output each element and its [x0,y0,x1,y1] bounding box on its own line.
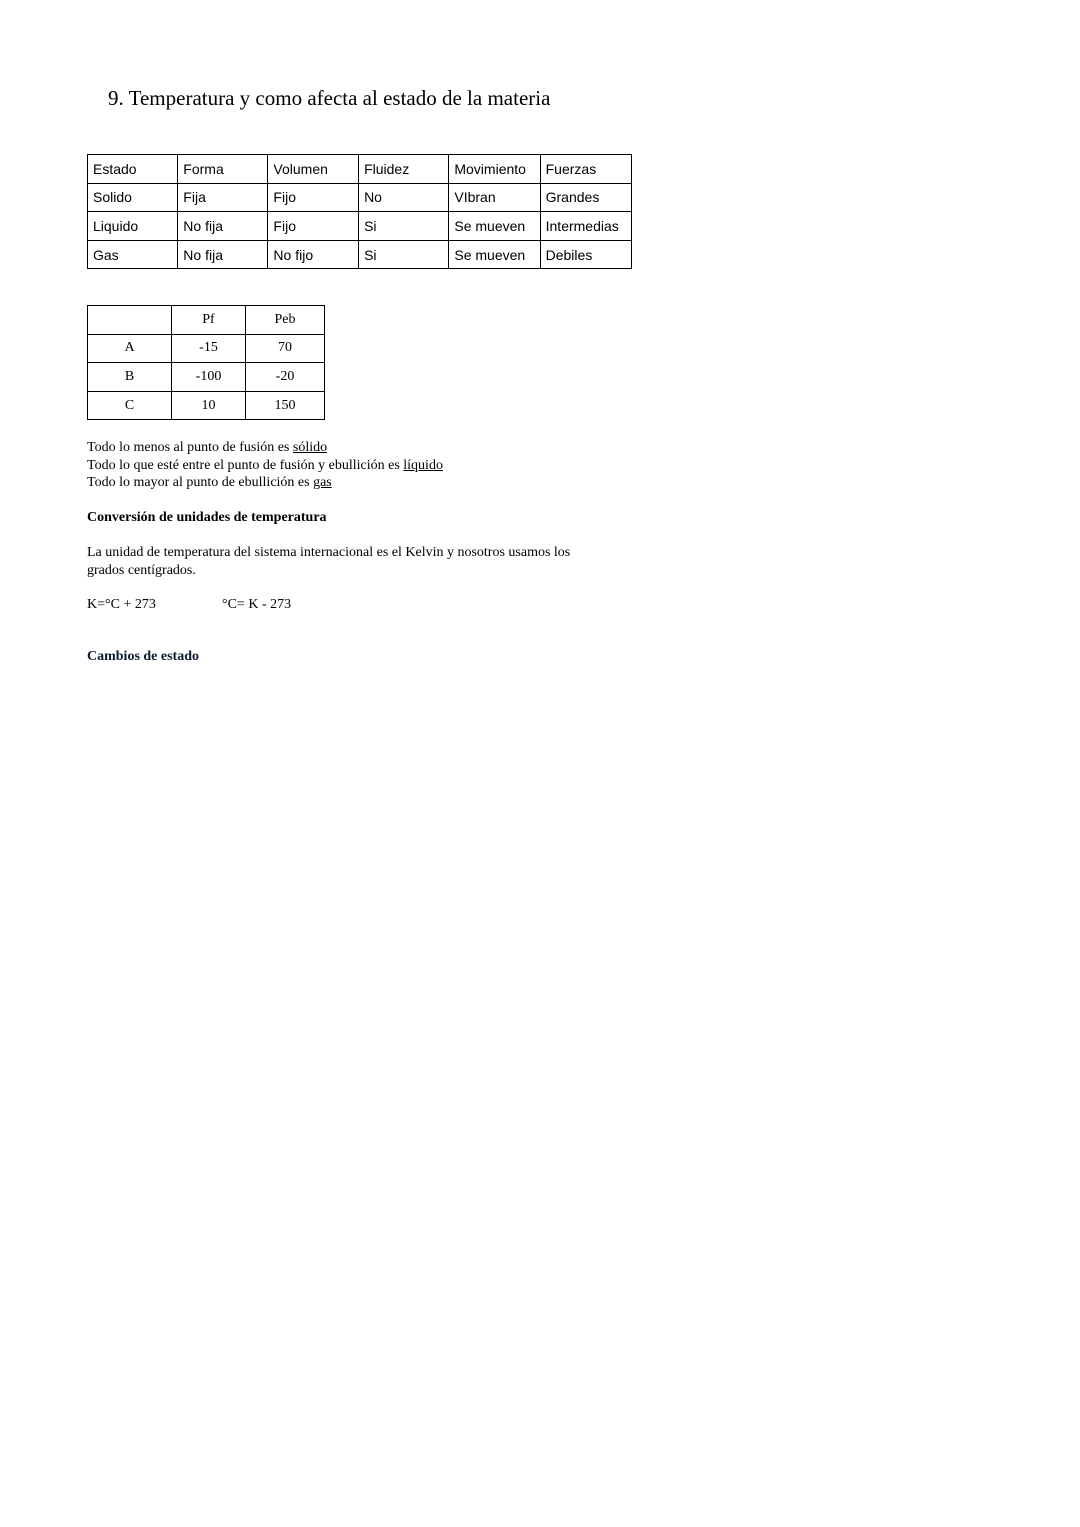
table-cell: Fija [178,183,268,212]
table-header-row [88,155,632,184]
rule-text: Todo lo que esté entre el punto de fusión y ebullición es [87,457,404,473]
rule-line [87,457,443,475]
conversion-heading: Conversión de unidades de temperatura [87,510,327,525]
table-cell: Debiles [540,240,631,269]
table-cell: Intermedias [540,212,631,241]
celsius-formula: °C= K - 273 [222,597,292,612]
table-header-cell: Fuerzas [540,155,631,184]
table-header-cell [88,306,172,335]
table-cell: Gas [88,240,178,269]
table-header-cell: Volumen [268,155,359,184]
rule-state-word: gas [313,475,332,490]
table-cell: 150 [246,391,325,420]
table-cell: Fijo [268,183,359,212]
table-cell: Solido [88,183,178,212]
table-row [88,391,325,420]
table-row [88,212,632,241]
table-cell: No fija [178,212,268,241]
table-cell: 10 [172,391,246,420]
states-of-matter-table [87,154,632,269]
table-header-cell: Fluidez [359,155,449,184]
page-title: 9. Temperatura y como afecta al estado de la materia [108,86,551,110]
table-header-row [88,306,325,335]
rule-text: Todo lo menos al punto de fusión es [87,440,293,455]
table-cell: -100 [172,363,246,392]
changes-of-state-heading: Cambios de estado [87,649,200,664]
table-cell: C [88,391,172,420]
table-cell: No [359,183,449,212]
rule-line [87,474,443,492]
table-header-cell: Peb [246,306,325,335]
state-rules [87,439,443,492]
table-cell: VIbran [449,183,540,212]
table-cell: Liquido [88,212,178,241]
table-cell: -15 [172,334,246,363]
table-cell: A [88,334,172,363]
table-cell: 70 [246,334,325,363]
table-cell: Grandes [540,183,631,212]
table-row [88,183,632,212]
rule-text: Todo lo mayor al punto de ebullición es [87,475,314,490]
table-cell: Se mueven [449,240,540,269]
table-row [88,363,325,392]
table-cell: Se mueven [449,212,540,241]
table-header-cell: Movimiento [449,155,540,184]
table-header-cell: Forma [178,155,268,184]
table-header-cell: Estado [88,155,178,184]
rule-state-word: sólido [292,440,328,455]
table-row [88,334,325,363]
table-cell: No fijo [268,240,359,269]
table-cell: No fija [178,240,268,269]
table-cell: B [88,363,172,392]
table-cell: Si [359,212,449,241]
rule-line [87,439,443,457]
table-cell: Fijo [268,212,359,241]
table-row [88,240,632,269]
table-cell: Si [359,240,449,269]
conversion-paragraph: La unidad de temperatura del sistema internacional es el Kelvin y nosotros usamos los grados centígrados. [87,545,571,578]
kelvin-formula: K=°C + 273 [87,597,156,612]
table-cell: -20 [246,363,325,392]
table-header-cell: Pf [172,306,246,335]
melting-boiling-points-table [87,305,325,420]
rule-state-word: líquido [403,457,443,473]
